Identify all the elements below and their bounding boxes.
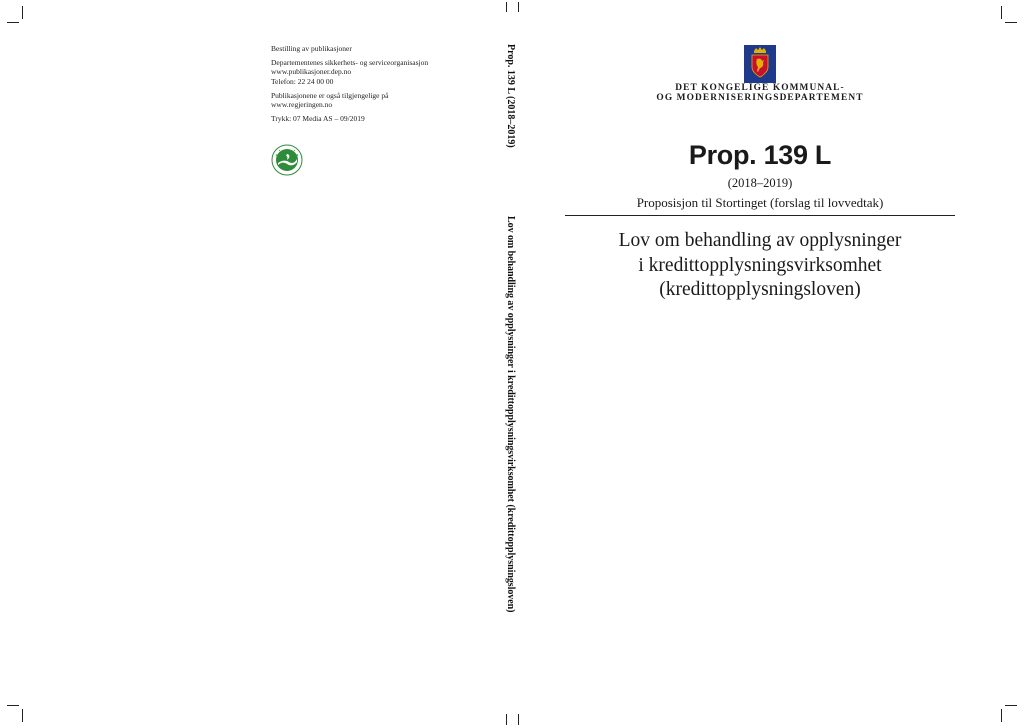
back-cover (271, 44, 491, 123)
law-title-line1: Lov om behandling av opplysninger (618, 230, 902, 251)
law-title-line3: (kredittopplysningsloven) (659, 279, 861, 300)
spine-law-title: Lov om behandling av opplysninger i kredittopplysningsvirksomhet (kredittopplysningsloven) (505, 216, 516, 613)
law-title-line2: i kredittopplysningsvirksomhet (638, 254, 882, 276)
department-name-line2: OG MODERNISERINGSDEPARTEMENT (656, 93, 864, 103)
nordic-swan-ecolabel-icon (271, 144, 303, 176)
phone-number: Telefon: 22 24 00 00 (271, 76, 334, 86)
prop-subtitle: Proposisjon til Stortinget (forslag til lovvedtak) (636, 195, 884, 210)
spine-prop-ref: Prop. 139 L (2018–2019) (505, 44, 516, 148)
prop-title: Prop. 139 L (688, 140, 832, 170)
availability-line2: www.regjeringen.no (271, 100, 333, 110)
law-title (566, 229, 954, 303)
order-heading: Bestilling av publikasjoner (271, 44, 352, 53)
availability-line1: Publikasjonene er også tilgjengelige på (271, 90, 389, 100)
title-divider (565, 215, 955, 216)
org-name: Departementenes sikkerhets- og serviceorganisasjon (271, 58, 429, 68)
department-name-line1: DET KONGELIGE KOMMUNAL- (675, 83, 845, 93)
norwegian-coat-of-arms-icon (744, 45, 776, 83)
prop-session: (2018–2019) (727, 176, 793, 190)
publication-website: www.publikasjoner.dep.no (271, 67, 352, 77)
print-info: Trykk: 07 Media AS – 09/2019 (271, 114, 365, 124)
